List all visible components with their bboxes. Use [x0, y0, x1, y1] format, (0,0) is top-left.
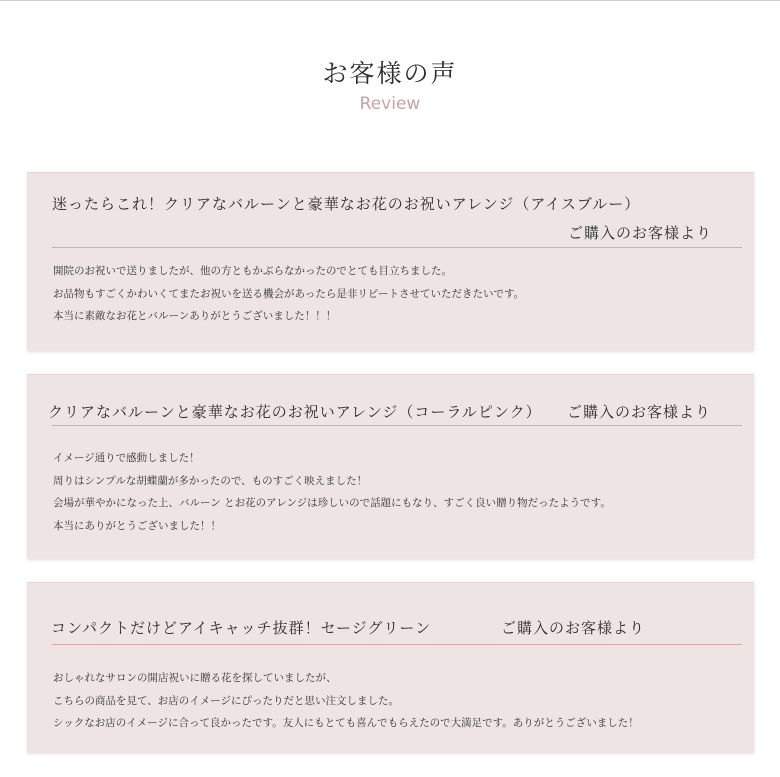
review-line: シックなお店のイメージに合って良かったです。友人にもとても喜んでもらえたので大満足です。ありがとうございました！ — [53, 717, 639, 729]
review-divider — [52, 644, 742, 645]
review-divider — [52, 425, 742, 426]
review-card — [27, 172, 754, 351]
review-line: お品物もすごくかわいくてまたお祝いを送る機会があったら是非リピートさせていただきたいです。 — [53, 287, 525, 300]
review-title: 迷ったらこれ！クリアなバルーンと豪華なお花のお祝いアレンジ（アイスブルー） — [52, 195, 641, 213]
review-title: コンパクトだけどアイキャッチ抜群！セージグリーン — [51, 619, 432, 637]
section-subtitle: Review — [359, 94, 421, 114]
review-card — [27, 374, 754, 559]
review-line: こちらの商品を見て、お店のイメージにぴったりだと思い注文しました。 — [53, 694, 399, 707]
review-customer: ご購入のお客様より — [567, 224, 712, 242]
review-customer: ご購入のお客様より — [501, 619, 646, 637]
review-body — [53, 260, 743, 328]
review-title: クリアなバルーンと豪華なお花のお祝いアレンジ（コーラルピンク） — [48, 403, 542, 421]
review-body — [53, 667, 743, 735]
top-divider — [0, 0, 780, 1]
review-card — [27, 582, 754, 753]
review-divider — [52, 247, 742, 248]
review-line: 周りはシンプルな胡蝶蘭が多かったので、ものすごく映えました！ — [53, 474, 368, 487]
review-line: 本当にありがとうございました！！ — [53, 519, 221, 532]
review-line: 開院のお祝いで送りましたが、他の方ともかぶらなかったのでとても目立ちました。 — [53, 265, 452, 277]
review-line: 本当に素敵なお花とバルーンありがとうございました！！！ — [53, 310, 337, 322]
review-line: 会場が華やかになった上、バルーン とお花のアレンジは珍しいので話題にもなり、すごく良い贈り物だったようです。 — [53, 497, 611, 509]
section-header — [0, 58, 780, 115]
section-title: お客様の声 — [322, 59, 458, 88]
review-customer: ご購入のお客様より — [567, 403, 712, 421]
review-line: おしゃれなサロンの開店祝いに贈る花を探していましたが、 — [53, 672, 337, 684]
review-line: イメージ通りで感動しました！ — [53, 452, 200, 464]
review-body — [53, 447, 743, 537]
